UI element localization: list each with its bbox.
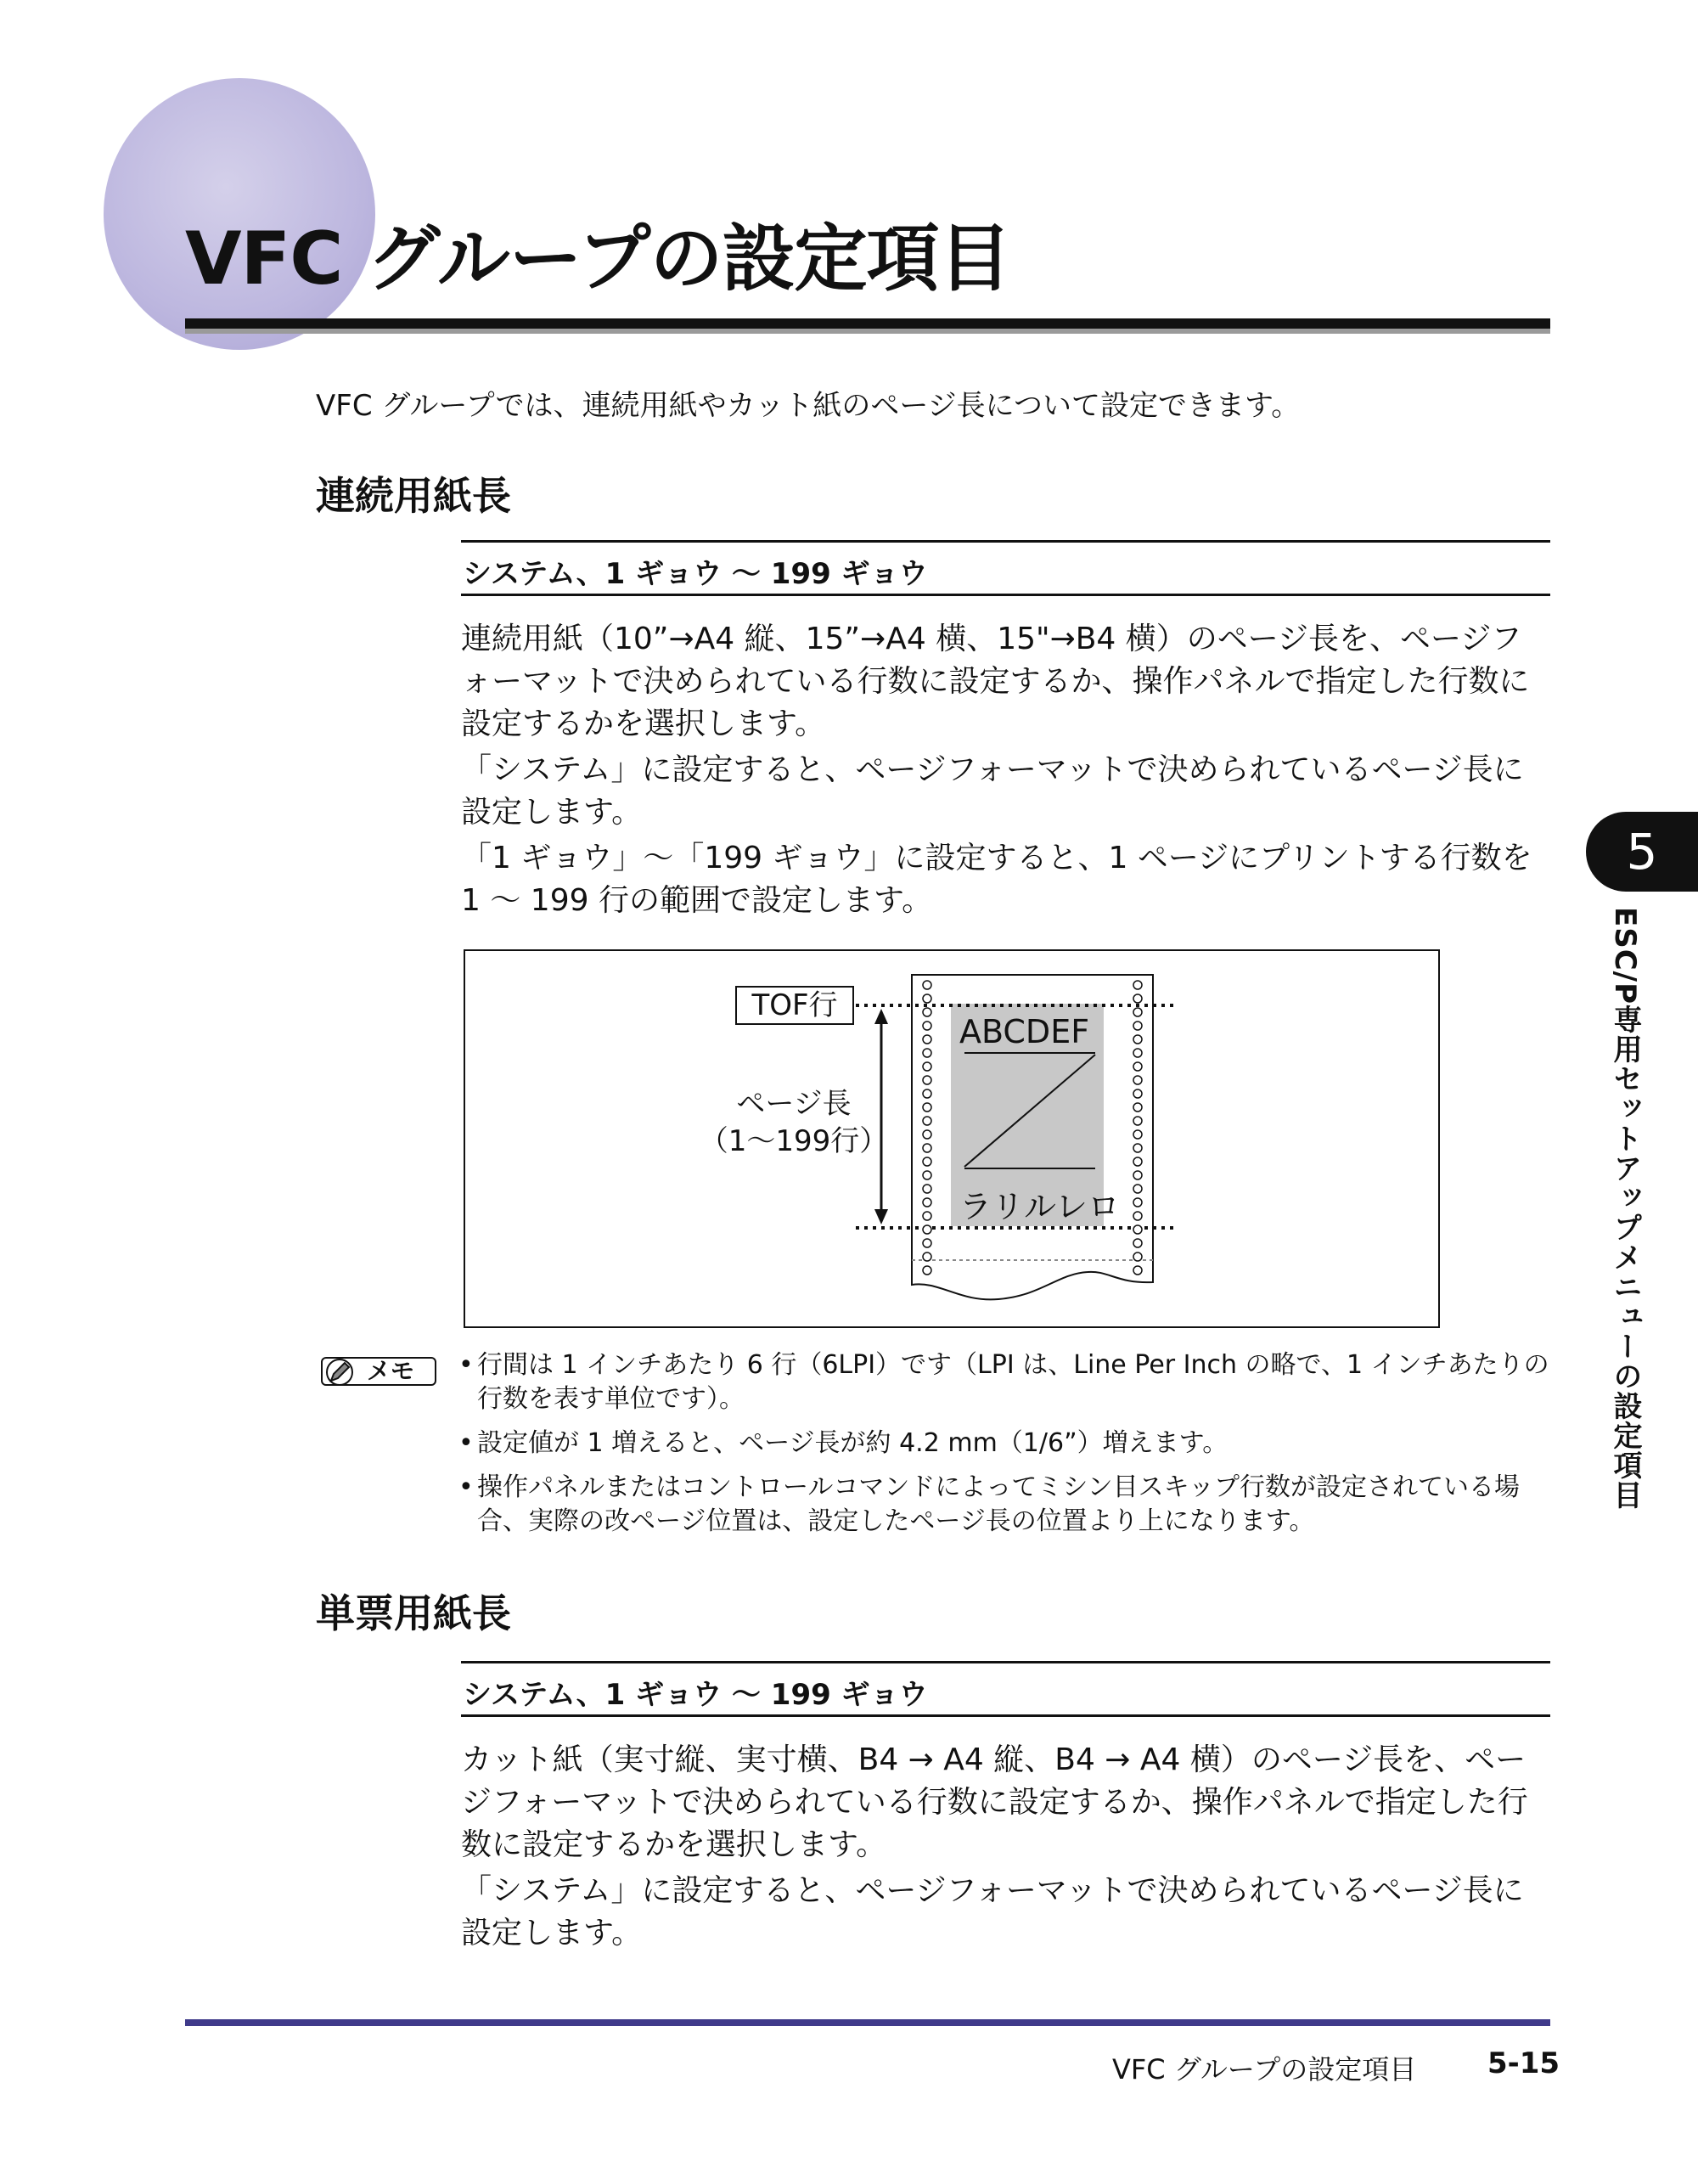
footer-rule bbox=[185, 2019, 1550, 2026]
sprocket-hole bbox=[1133, 1022, 1142, 1030]
sprocket-hole bbox=[1133, 1062, 1142, 1071]
sprocket-hole bbox=[1133, 1225, 1142, 1234]
paper-outline bbox=[912, 975, 1153, 1299]
chapter-title-vertical: ESC/P専用セットアップメニューの設定項目 bbox=[1608, 907, 1642, 1511]
sprocket-hole bbox=[1133, 1198, 1142, 1207]
arrow-head-top bbox=[874, 1009, 888, 1024]
memo-item: • 操作パネルまたはコントロールコマンドによってミシン目スキップ行数が設定されている場合、実際の改ページ位置は、設定したページ長の位置より上になります。 bbox=[458, 1471, 1554, 1539]
sprocket-hole bbox=[1133, 994, 1142, 1003]
sprocket-hole bbox=[923, 981, 931, 989]
arrow-head-bottom bbox=[874, 1209, 888, 1224]
tof-label: TOF行 bbox=[735, 986, 854, 1025]
sprocket-hole bbox=[1133, 1266, 1142, 1275]
option-rule-top bbox=[461, 540, 1550, 543]
section-heading-continuous-paper: 連続用紙長 bbox=[316, 473, 511, 519]
paragraph: 「システム」に設定すると、ページフォーマットで決められているページ長に設定します。 bbox=[461, 1873, 1524, 1950]
option-rule-bottom bbox=[461, 1714, 1550, 1717]
sprocket-hole bbox=[1133, 1212, 1142, 1220]
sprocket-hole bbox=[1133, 1049, 1142, 1057]
sprocket-hole bbox=[1133, 1157, 1142, 1166]
sprocket-hole bbox=[923, 1089, 931, 1098]
memo-item: • 行間は 1 インチあたり 6 行（6LPI）です（LPI は、Line Per Inch の略で、1 インチあたりの行数を表す単位です）。 bbox=[458, 1348, 1554, 1416]
footer-title: VFC グループの設定項目 bbox=[1112, 2053, 1417, 2085]
option-values: システム、1 ギョウ 〜 199 ギョウ bbox=[463, 557, 928, 591]
sprocket-hole bbox=[923, 1212, 931, 1220]
chapter-number: 5 bbox=[1626, 823, 1658, 881]
print-line-diagonal bbox=[964, 1055, 1095, 1167]
sprocket-hole bbox=[1133, 1239, 1142, 1247]
sprocket-hole bbox=[923, 1266, 931, 1275]
sprocket-hole bbox=[923, 1144, 931, 1152]
memo-item: • 設定値が 1 増えると、ページ長が約 4.2 mm（1/6”）増えます。 bbox=[458, 1427, 1554, 1461]
sprocket-hole bbox=[1133, 1076, 1142, 1084]
sprocket-hole bbox=[923, 1103, 931, 1112]
page-length-title: ページ長 bbox=[736, 1087, 852, 1121]
paragraph: 「1 ギョウ」〜「199 ギョウ」に設定すると、1 ページにプリントする行数を 1 〜 199 行の範囲で設定します。 bbox=[461, 841, 1532, 918]
sprocket-hole bbox=[923, 1035, 931, 1044]
print-top-text: ABCDEF bbox=[959, 1013, 1090, 1050]
sprocket-hole bbox=[1133, 1185, 1142, 1193]
footer-page-number: 5-15 bbox=[1487, 2046, 1560, 2080]
title-rule-shadow bbox=[185, 329, 1550, 334]
option-rule-top bbox=[461, 1661, 1550, 1663]
sprocket-hole bbox=[923, 1185, 931, 1193]
sprocket-hole bbox=[1133, 1144, 1142, 1152]
sprocket-hole bbox=[1133, 1117, 1142, 1125]
sprocket-holes bbox=[923, 981, 1142, 1275]
option-rule-bottom bbox=[461, 594, 1550, 596]
sprocket-hole bbox=[923, 1198, 931, 1207]
memo-list bbox=[458, 1348, 1554, 1549]
sprocket-hole bbox=[923, 1022, 931, 1030]
page-title: VFC グループの設定項目 bbox=[185, 217, 1011, 301]
sprocket-hole bbox=[923, 1252, 931, 1261]
print-bottom-text: ラリルレロ bbox=[959, 1188, 1121, 1225]
sprocket-hole bbox=[923, 1171, 931, 1179]
sprocket-hole bbox=[1133, 1252, 1142, 1261]
sprocket-hole bbox=[923, 1076, 931, 1084]
pencil-icon bbox=[323, 1355, 357, 1389]
sprocket-hole bbox=[923, 1008, 931, 1016]
title-decoration-circle bbox=[104, 78, 375, 350]
continuous-paper-illustration bbox=[464, 949, 1440, 1328]
paragraph: 「システム」に設定すると、ページフォーマットで決められているページ長に設定します。 bbox=[461, 752, 1524, 830]
sprocket-hole bbox=[923, 1157, 931, 1166]
sprocket-hole bbox=[923, 994, 931, 1003]
sprocket-hole bbox=[1133, 1171, 1142, 1179]
sprocket-hole bbox=[1133, 981, 1142, 989]
page-length-range: （1〜199行） bbox=[699, 1124, 889, 1158]
sprocket-hole bbox=[923, 1225, 931, 1234]
sprocket-hole bbox=[1133, 1103, 1142, 1112]
intro-text: VFC グループでは、連続用紙やカット紙のページ長について設定できます。 bbox=[316, 389, 1301, 423]
sprocket-hole bbox=[923, 1130, 931, 1139]
paragraph: 連続用紙（10”→A4 縦、15”→A4 横、15"→B4 横）のページ長を、ページフォーマットで決められている行数に設定するか、操作パネルで指定した行数に設定するかを選択します。 bbox=[461, 622, 1530, 741]
sprocket-hole bbox=[1133, 1089, 1142, 1098]
sprocket-hole bbox=[1133, 1035, 1142, 1044]
sprocket-hole bbox=[923, 1239, 931, 1247]
sprocket-hole bbox=[1133, 1130, 1142, 1139]
sprocket-hole bbox=[1133, 1008, 1142, 1016]
option-values: システム、1 ギョウ 〜 199 ギョウ bbox=[463, 1678, 928, 1712]
sprocket-hole bbox=[923, 1062, 931, 1071]
memo-label: メモ bbox=[367, 1357, 415, 1385]
title-rule bbox=[185, 318, 1550, 329]
section-heading-cut-sheet: 単票用紙長 bbox=[316, 1590, 511, 1636]
paragraph: カット紙（実寸縦、実寸横、B4 → A4 縦、B4 → A4 横）のページ長を、ページフォーマットで決められている行数に設定するか、操作パネルで指定した行数に設定するかを選択します。 bbox=[461, 1742, 1528, 1862]
sprocket-hole bbox=[923, 1117, 931, 1125]
sprocket-hole bbox=[923, 1049, 931, 1057]
